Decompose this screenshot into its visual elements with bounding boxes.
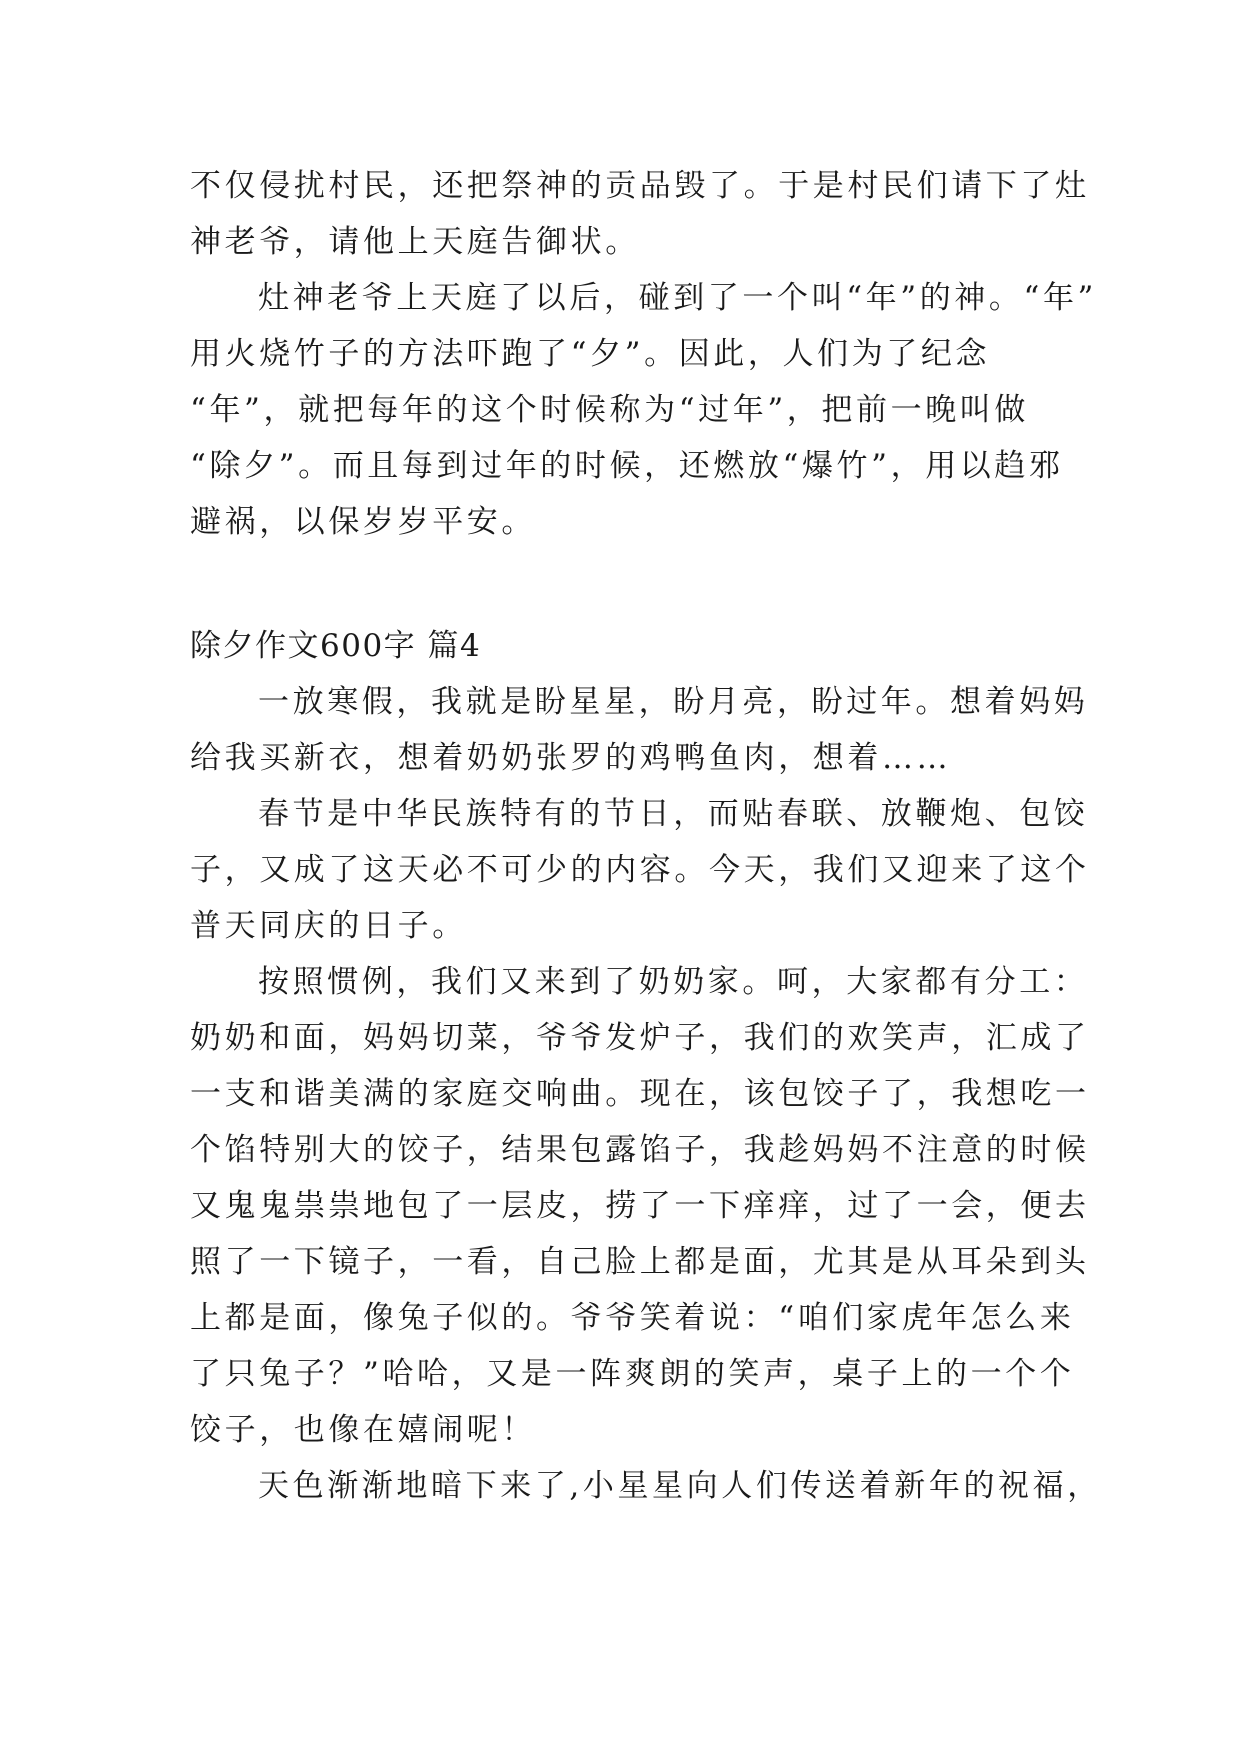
text-line: 神老爷，请他上天庭告御状。 xyxy=(190,224,640,260)
text-line: “除夕”。而且每到过年的时候，还燃放“爆竹”，用以趋邪 xyxy=(190,448,1064,484)
text-line: 用火烧竹子的方法吓跑了“夕”。因此，人们为了纪念 xyxy=(190,336,991,372)
text-line: 一支和谐美满的家庭交响曲。现在，该包饺子了，我想吃一 xyxy=(190,1076,1090,1112)
text-line: 奶奶和面，妈妈切菜，爷爷发炉子，我们的欢笑声，汇成了 xyxy=(190,1020,1090,1056)
text-line: 饺子，也像在嬉闹呢！ xyxy=(190,1412,536,1448)
text-line: 避祸，以保岁岁平安。 xyxy=(190,504,536,540)
text-line: “年”，就把每年的这个时候称为“过年”，把前一晚叫做 xyxy=(190,392,1029,428)
text-line: 个馅特别大的饺子，结果包露馅子，我趁妈妈不注意的时候 xyxy=(190,1132,1090,1168)
text-line: 又鬼鬼祟祟地包了一层皮，捞了一下痒痒，过了一会，便去 xyxy=(190,1188,1090,1224)
text-line: 给我买新衣，想着奶奶张罗的鸡鸭鱼肉，想着…… xyxy=(190,740,952,776)
text-line: 一放寒假，我就是盼星星，盼月亮，盼过年。想着妈妈 xyxy=(258,684,1089,720)
text-line: 灶神老爷上天庭了以后，碰到了一个叫“年”的神。“年” xyxy=(258,280,1097,316)
text-line: 春节是中华民族特有的节日，而贴春联、放鞭炮、包饺 xyxy=(258,796,1089,832)
text-line: 不仅侵扰村民，还把祭神的贡品毁了。于是村民们请下了灶 xyxy=(190,168,1090,204)
text-line: 子，又成了这天必不可少的内容。今天，我们又迎来了这个 xyxy=(190,852,1090,888)
text-line: 天色渐渐地暗下来了,小星星向人们传送着新年的祝福， xyxy=(258,1468,1102,1504)
section-heading: 除夕作文600字 篇4 xyxy=(190,628,482,664)
text-line: 上都是面，像兔子似的。爷爷笑着说：“咱们家虎年怎么来 xyxy=(190,1300,1075,1336)
text-line: 照了一下镜子，一看，自己脸上都是面，尤其是从耳朵到头 xyxy=(190,1244,1090,1280)
text-line: 普天同庆的日子。 xyxy=(190,908,467,944)
text-line: 按照惯例，我们又来到了奶奶家。呵，大家都有分工： xyxy=(258,964,1089,1000)
text-line: 了只兔子？”哈哈，又是一阵爽朗的笑声，桌子上的一个个 xyxy=(190,1356,1075,1392)
